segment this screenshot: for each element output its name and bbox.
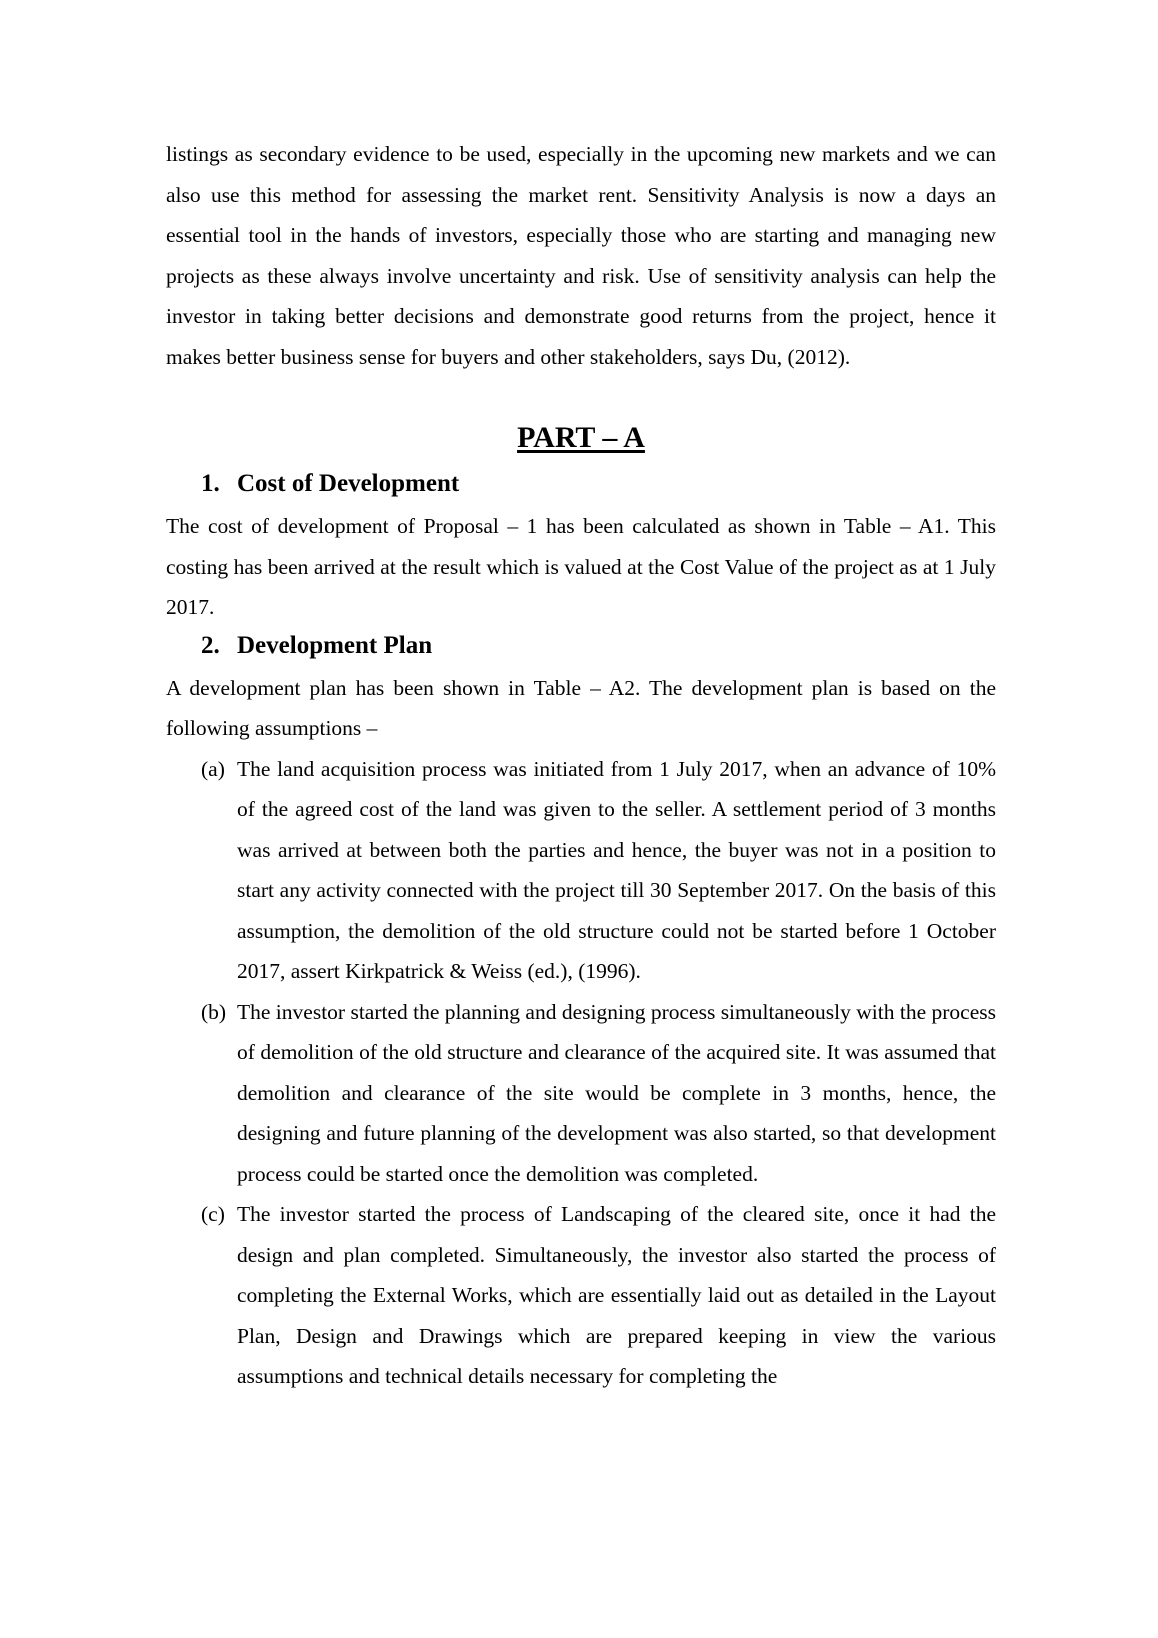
intro-paragraph: listings as secondary evidence to be used, especially in the upcoming new markets and we can also use this method for assessing the market rent. Sensitivity Analysis is now a days an essential tool in the hands of investors, especially those who are starting and managing new projects as these always involve uncertainty and risk. Use of sensitivity analysis can help the investor in taking better decisions and demonstrate good returns from the project, hence it makes better business sense for buyers and other stakeholders, says Du, (2012). bbox=[166, 142, 996, 369]
assumptions-list bbox=[166, 749, 996, 1397]
development-plan-paragraph: A development plan has been shown in Table – A2. The development plan is based on the following assumptions – bbox=[166, 675, 996, 740]
section-number: 1. bbox=[201, 470, 220, 497]
page-content bbox=[166, 134, 996, 1397]
section-title: Development Plan bbox=[237, 631, 433, 659]
list-item-text: The investor started the planning and designing process simultaneously with the process of demolition of the old structure and clearance of the acquired site. It was assumed that demolition and clearance of the site would be complete in 3 months, hence, the designing and future planning of the development was also started, so that development process could be started once the demolition was completed. bbox=[237, 999, 996, 1186]
list-item bbox=[201, 992, 996, 1195]
section-number: 2. bbox=[201, 631, 220, 659]
list-item-text: The investor started the process of Landscaping of the cleared site, once it had the design and plan completed. Simultaneously, the investor also started the process of completing the External Works, which are essentially laid out as detailed in the Layout Plan, Design and Drawings which are prepared keeping in view the various assumptions and technical details necessary for completing the bbox=[237, 1202, 996, 1388]
list-marker: (c) bbox=[201, 1202, 225, 1226]
section-heading-cost-of-development bbox=[201, 466, 996, 502]
list-item bbox=[201, 749, 996, 992]
list-item-text: The land acquisition process was initiated from 1 July 2017, when an advance of 10% of the agreed cost of the land was given to the seller. A settlement period of 3 months was arrived at between both the parties and hence, the buyer was not in a position to start any activity connected with the project till 30 September 2017. On the basis of this assumption, the demolition of the old structure could not be started before 1 October 2017, assert Kirkpatrick & Weiss (ed.), (1996). bbox=[237, 756, 996, 983]
cost-of-development-paragraph: The cost of development of Proposal – 1 has been calculated as shown in Table – A1. This costing has been arrived at the result which is valued at the Cost Value of the project as at 1 July 2017. bbox=[166, 514, 996, 619]
part-title: PART – A bbox=[517, 421, 645, 454]
list-item bbox=[201, 1194, 996, 1397]
list-marker: (b) bbox=[201, 999, 227, 1024]
section-heading-development-plan bbox=[201, 628, 996, 664]
list-marker: (a) bbox=[201, 756, 225, 781]
section-title: Cost of Development bbox=[237, 470, 460, 497]
